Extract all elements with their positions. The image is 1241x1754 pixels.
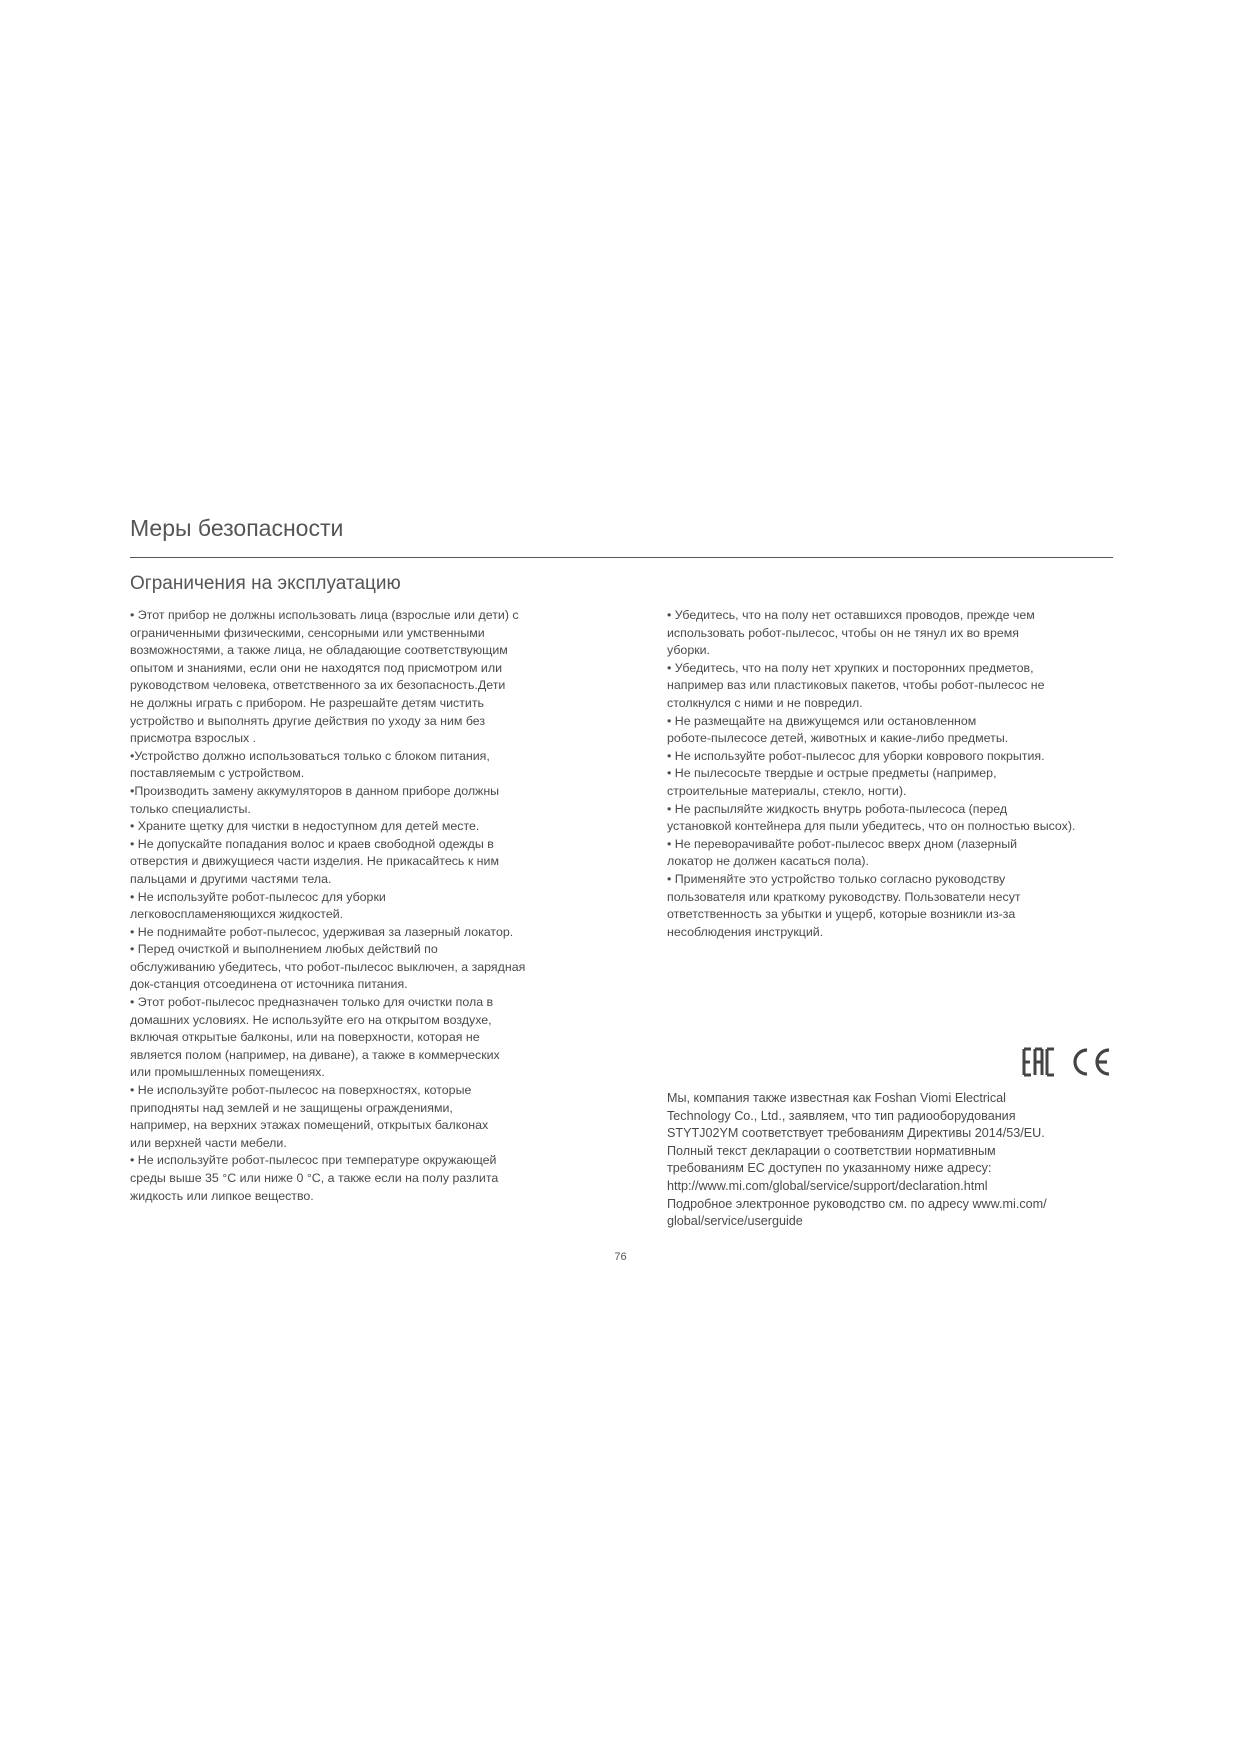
safety-list-right: • Убедитесь, что на полу нет оставшихся проводов, прежде чем использовать робот-пылесос, чтобы он не тянул их во время уборки. • Убедитесь, что на полу нет хрупких и посторонних предметов, например ваз или пластиковых пакетов, чтобы робот-пылесос не столкнулся с ними и не повредил. • Не размещайте на движущемся или остановленном роботе-пылесосе детей, животных и какие-либо предметы. • Не используйте робот-пылесос для уборки коврового покрытия. • Не пылесосьте твердые и острые предметы (например, строительные материалы, стекло, ногти). • Не распыляйте жидкость внутрь робота-пылесоса (перед установкой контейнера для пыли убедитесь, что он полностью высох). • Не переворачивайте робот-пылесос вверх дном (лазерный локатор не должен касаться пола). • Применяйте это устройство только согласно руководству пользователя или краткому руководству. Пользователи несут ответственность за убытки и ущерб, которые возникли из-за несоблюдения инструкций. [667,608,1076,939]
section-title: Ограничения на эксплуатацию [130,573,401,594]
conformity-declaration: Мы, компания также известная как Foshan Viomi Electrical Technology Co., Ltd., заявляем, что тип радиооборудования STYTJ02YM соответствует требованиям Директивы 2014/53/EU. Полный текст декларации о соответствии нормативным требованиям ЕС доступен по указанному ниже адресу: http://www.mi.com/global/service/support/declaration.html Подробное электронное руководство см. по адресу www.mi.com/ global/service/userguide [667,1091,1047,1229]
certification-marks [1022,1044,1112,1080]
page-number: 76 [614,1251,627,1263]
ce-mark-icon [1070,1047,1112,1077]
eac-mark-icon [1022,1047,1056,1077]
page-title: Меры безопасности [130,515,344,541]
title-divider [130,557,1113,558]
safety-list-left: • Этот прибор не должны использовать лица (взрослые или дети) с ограниченными физическими, сенсорными или умственными возможностями, а также лица, не обладающие соответствующим опытом и знаниями, если они не находятся под присмотром или руководством человека, ответственного за их безопасность.Дети не должны играть с прибором. Не разрешайте детям чистить устройство и выполнять другие действия по уходу за ним без присмотра взрослых . •Устройство должно использоваться только с блоком питания, поставляемым с устройством. •Производить замену аккумуляторов в данном приборе должны только специалисты. • Храните щетку для чистки в недоступном для детей месте. • Не допускайте попадания волос и краев свободной одежды в отверстия и движущиеся части изделия. Не прикасайтесь к ним пальцами и другими частями тела. • Не используйте робот-пылесос для уборки легковоспламеняющихся жидкостей. • Не поднимайте робот-пылесос, удерживая за лазерный локатор. • Перед очисткой и выполнением любых действий по обслуживанию убедитесь, что робот-пылесос выключен, а зарядная док-станция отсоединена от источника питания. • Этот робот-пылесос предназначен только для очистки пола в домашних условиях. Не используйте его на открытом воздухе, включая открытые балконы, или на поверхности, которая не является полом (например, на диване), а также в коммерческих или промышленных помещениях. • Не используйте робот-пылесос на поверхностях, которые приподняты над землей и не защищены ограждениями, например, на верхних этажах помещений, открытых балконах или верхней части мебели. • Не используйте робот-пылесос при температуре окружающей среды выше 35 °C или ниже 0 °C, а также если на полу разлита жидкость или липкое вещество. [130,608,526,1203]
